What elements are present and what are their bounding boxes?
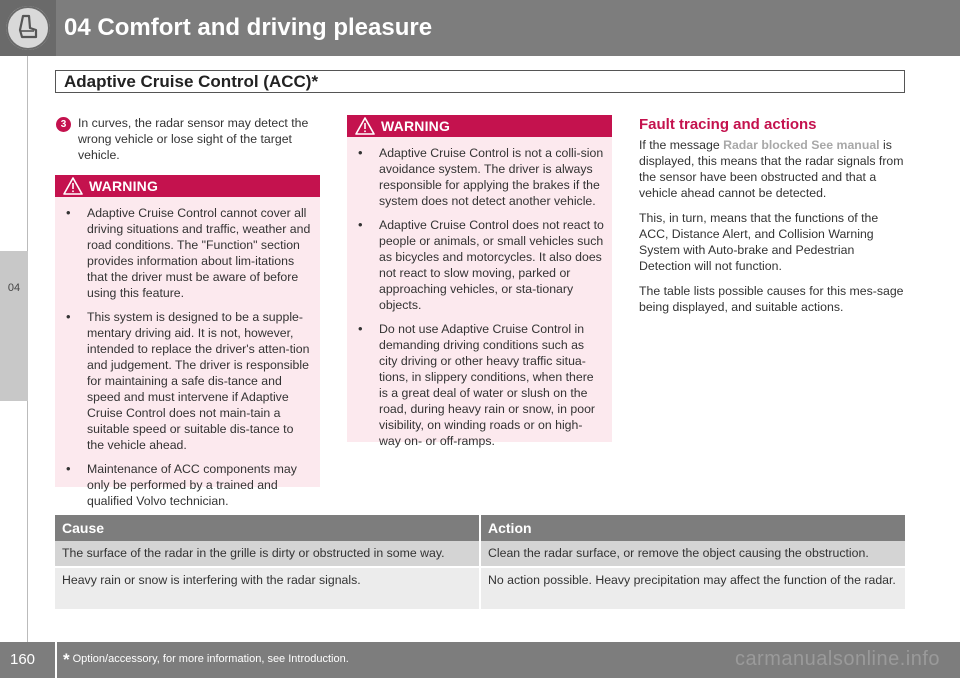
callout-number-badge: 3 xyxy=(56,117,71,132)
fault-tracing-heading: Fault tracing and actions xyxy=(639,116,817,133)
warning-list xyxy=(55,197,320,523)
warning-item: • Adaptive Cruise Control does not react to people or animals, or small vehicles such as bicycles and motorcycles. It also does not react to slow moving, parked or approaching vehicles, or sta-tionary objects. xyxy=(355,217,604,313)
warning-box-2 xyxy=(347,115,612,448)
fault-tracing-section xyxy=(639,116,907,324)
page-footer xyxy=(0,642,960,678)
warning-item: • Adaptive Cruise Control cannot cover all driving situations and traffic, weather and road conditions. The "Function" section provides information about lim-itations that the driver must be aware of before using this feature. xyxy=(63,205,312,301)
warning-item: • Adaptive Cruise Control is not a colli-sion avoidance system. The driver is always responsible for applying the brakes if the system does not detect another vehicle. xyxy=(355,145,604,209)
action-cell: Clean the radar surface, or remove the object causing the obstruction. xyxy=(480,541,905,567)
table-row xyxy=(55,541,905,567)
fault-p1-prefix: If the message xyxy=(639,138,724,152)
chapter-icon-box xyxy=(0,0,56,56)
fault-paragraph-3: The table lists possible causes for this mes-sage being displayed, and suitable actions. xyxy=(639,284,904,314)
chapter-title: 04 Comfort and driving pleasure xyxy=(64,14,433,41)
warning-triangle-icon xyxy=(355,117,375,135)
seat-icon xyxy=(6,6,50,50)
chapter-side-tab-label: 04 xyxy=(7,282,21,294)
footer-note-text: Option/accessory, for more information, see Introduction. xyxy=(72,653,349,665)
warning-triangle-icon xyxy=(63,177,83,195)
radar-message-text: Radar blocked See manual xyxy=(723,138,880,152)
column-header-cause: Cause xyxy=(55,515,480,541)
action-cell: No action possible. Heavy precipitation may affect the function of the radar. xyxy=(480,567,905,609)
warning-box-1 xyxy=(55,175,320,508)
warning-header xyxy=(55,175,320,197)
table-row xyxy=(55,567,905,609)
footer-note xyxy=(63,650,349,670)
column-header-action: Action xyxy=(480,515,905,541)
section-title-bar xyxy=(55,70,905,93)
fault-paragraph-2: This, in turn, means that the functions of the ACC, Distance Alert, and Collision Warning System with Auto-brake and Pedestrian Detection will not function. xyxy=(639,211,879,273)
warning-item: • Maintenance of ACC components may only be performed by a trained and qualified Volvo technician. xyxy=(63,461,312,509)
chapter-side-tab-active xyxy=(0,251,28,401)
table-header-row xyxy=(55,515,905,541)
warning-title: WARNING xyxy=(89,178,159,194)
intro-text: In curves, the radar sensor may detect the wrong vehicle or lose sight of the target vehicle. xyxy=(78,116,309,162)
chapter-header xyxy=(0,0,960,56)
cause-action-table xyxy=(55,515,905,609)
footer-divider xyxy=(55,642,57,678)
intro-note xyxy=(56,115,324,163)
warning-item: • This system is designed to be a supple-mentary driving aid. It is not, however, intended to replace the driver's atten-tion and judgement. The driver is responsible for maintaining a safe dis-tance and speed and must intervene if Adaptive Cruise Control does not main-tain a suitable speed or suitable dis-tance to the vehicle ahead. xyxy=(63,309,312,453)
warning-item: • Do not use Adaptive Cruise Control in demanding driving conditions such as city driving or other heavy traffic situa-tions, in slippery conditions, when there is a great deal of water or slush on the road, during heavy rain or snow, in poor visibility, on winding roads or on high-way on- or off-ramps. xyxy=(355,321,604,449)
warning-list xyxy=(347,137,612,463)
fault-paragraph-1 xyxy=(639,137,907,201)
chapter-side-tab xyxy=(0,56,28,642)
page-number: 160 xyxy=(10,651,36,668)
section-title: Adaptive Cruise Control (ACC)* xyxy=(64,72,319,91)
warning-header xyxy=(347,115,612,137)
fault-p1-suffix: is displayed, this means that the radar signals from the sensor have been obstructed and that a vehicle ahead cannot be detected. xyxy=(639,138,904,200)
cause-cell: Heavy rain or snow is interfering with the radar signals. xyxy=(55,567,480,609)
cause-cell: The surface of the radar in the grille is dirty or obstructed in some way. xyxy=(55,541,480,567)
asterisk-mark: * xyxy=(63,650,70,669)
warning-title: WARNING xyxy=(381,118,451,134)
watermark-text: carmanualsonline.info xyxy=(734,648,940,670)
